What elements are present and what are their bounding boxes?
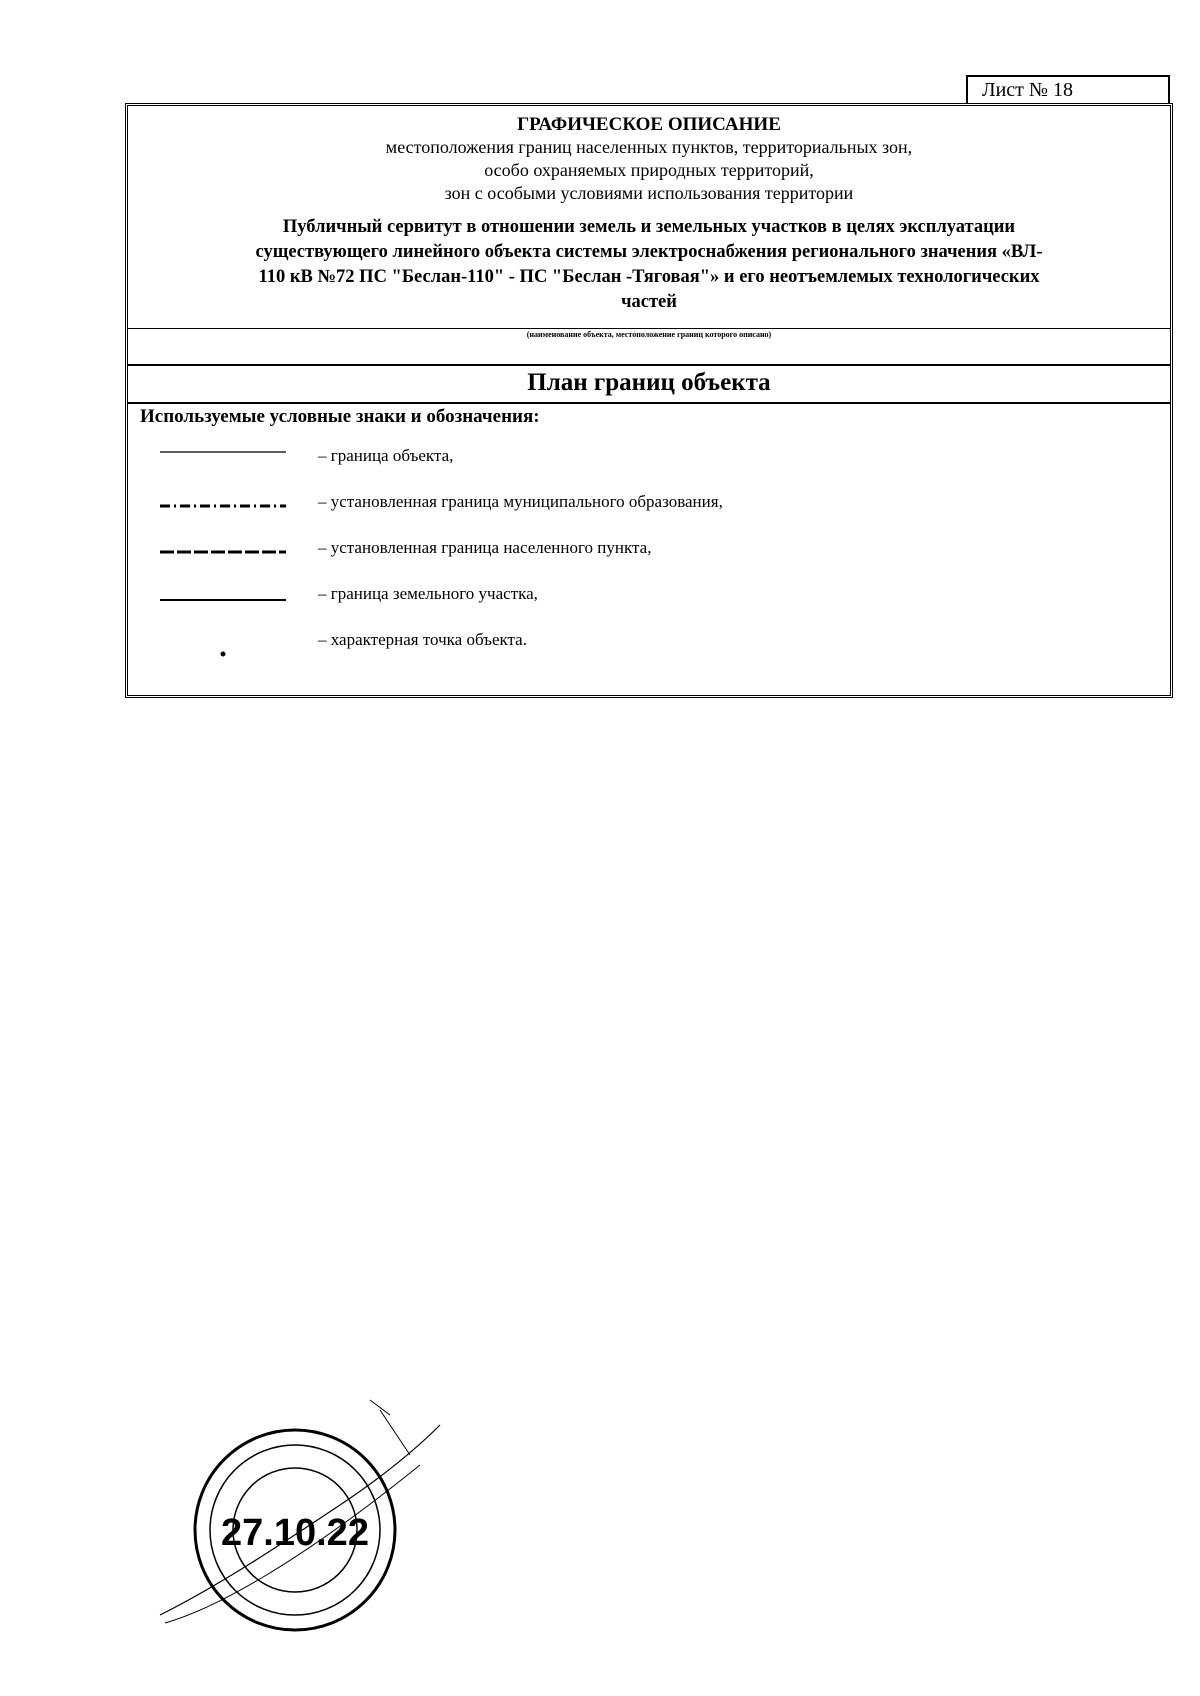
legend-item-label: – граница земельного участка, [318,584,538,603]
document-header [128,106,1170,332]
plan-title: План границ объекта [128,364,1170,404]
long-dash-line-symbol [158,538,288,558]
object-name-line: Публичный сервитут в отношении земель и земельных участков в целях эксплуатации [282,217,1016,237]
legend-item-settlement-boundary [128,538,1170,568]
object-caption: (наименование объекта, местоположение границ которого описано) [128,328,1170,365]
subtitle-line: особо охраняемых природных территорий, [484,160,814,180]
object-name [148,215,1150,315]
point-symbol [158,630,288,660]
object-name-line: 110 кВ №72 ПС "Беслан-110" - ПС "Беслан -Тяговая"» и его неотъемлемых технологических [258,267,1040,287]
solid-thin-line-symbol [158,446,288,466]
object-name-line: существующего линейного объекта системы электроснабжения регионального значения «ВЛ- [255,242,1043,262]
legend [128,402,1170,695]
legend-item-object-boundary [128,446,1170,476]
legend-item-label: – установленная граница муниципального образования, [318,492,723,511]
legend-item-label: – граница объекта, [318,446,454,465]
sheet-number: Лист № 18 [966,75,1170,103]
legend-item-label: – характерная точка объекта. [318,630,527,649]
legend-heading: Используемые условные знаки и обозначения: [140,406,540,427]
legend-item-label: – установленная граница населенного пункта, [318,538,652,557]
object-name-line: частей [621,292,677,312]
document-frame [125,103,1173,698]
stamp-date: 27.10.22 [221,1512,369,1554]
legend-item-land-plot-boundary [128,584,1170,614]
subtitle-line: зон с особыми условиями использования территории [444,183,854,203]
legend-item-characteristic-point [128,630,1170,660]
dash-dot-line-symbol [158,492,288,512]
legend-item-municipal-boundary [128,492,1170,522]
subtitle-line: местоположения границ населенных пунктов, территориальных зон, [385,137,913,157]
document-title: ГРАФИЧЕСКОЕ ОПИСАНИЕ [517,114,781,135]
signature-stroke [370,1400,410,1455]
solid-line-symbol [158,584,288,604]
engineer-stamp [140,1395,450,1655]
